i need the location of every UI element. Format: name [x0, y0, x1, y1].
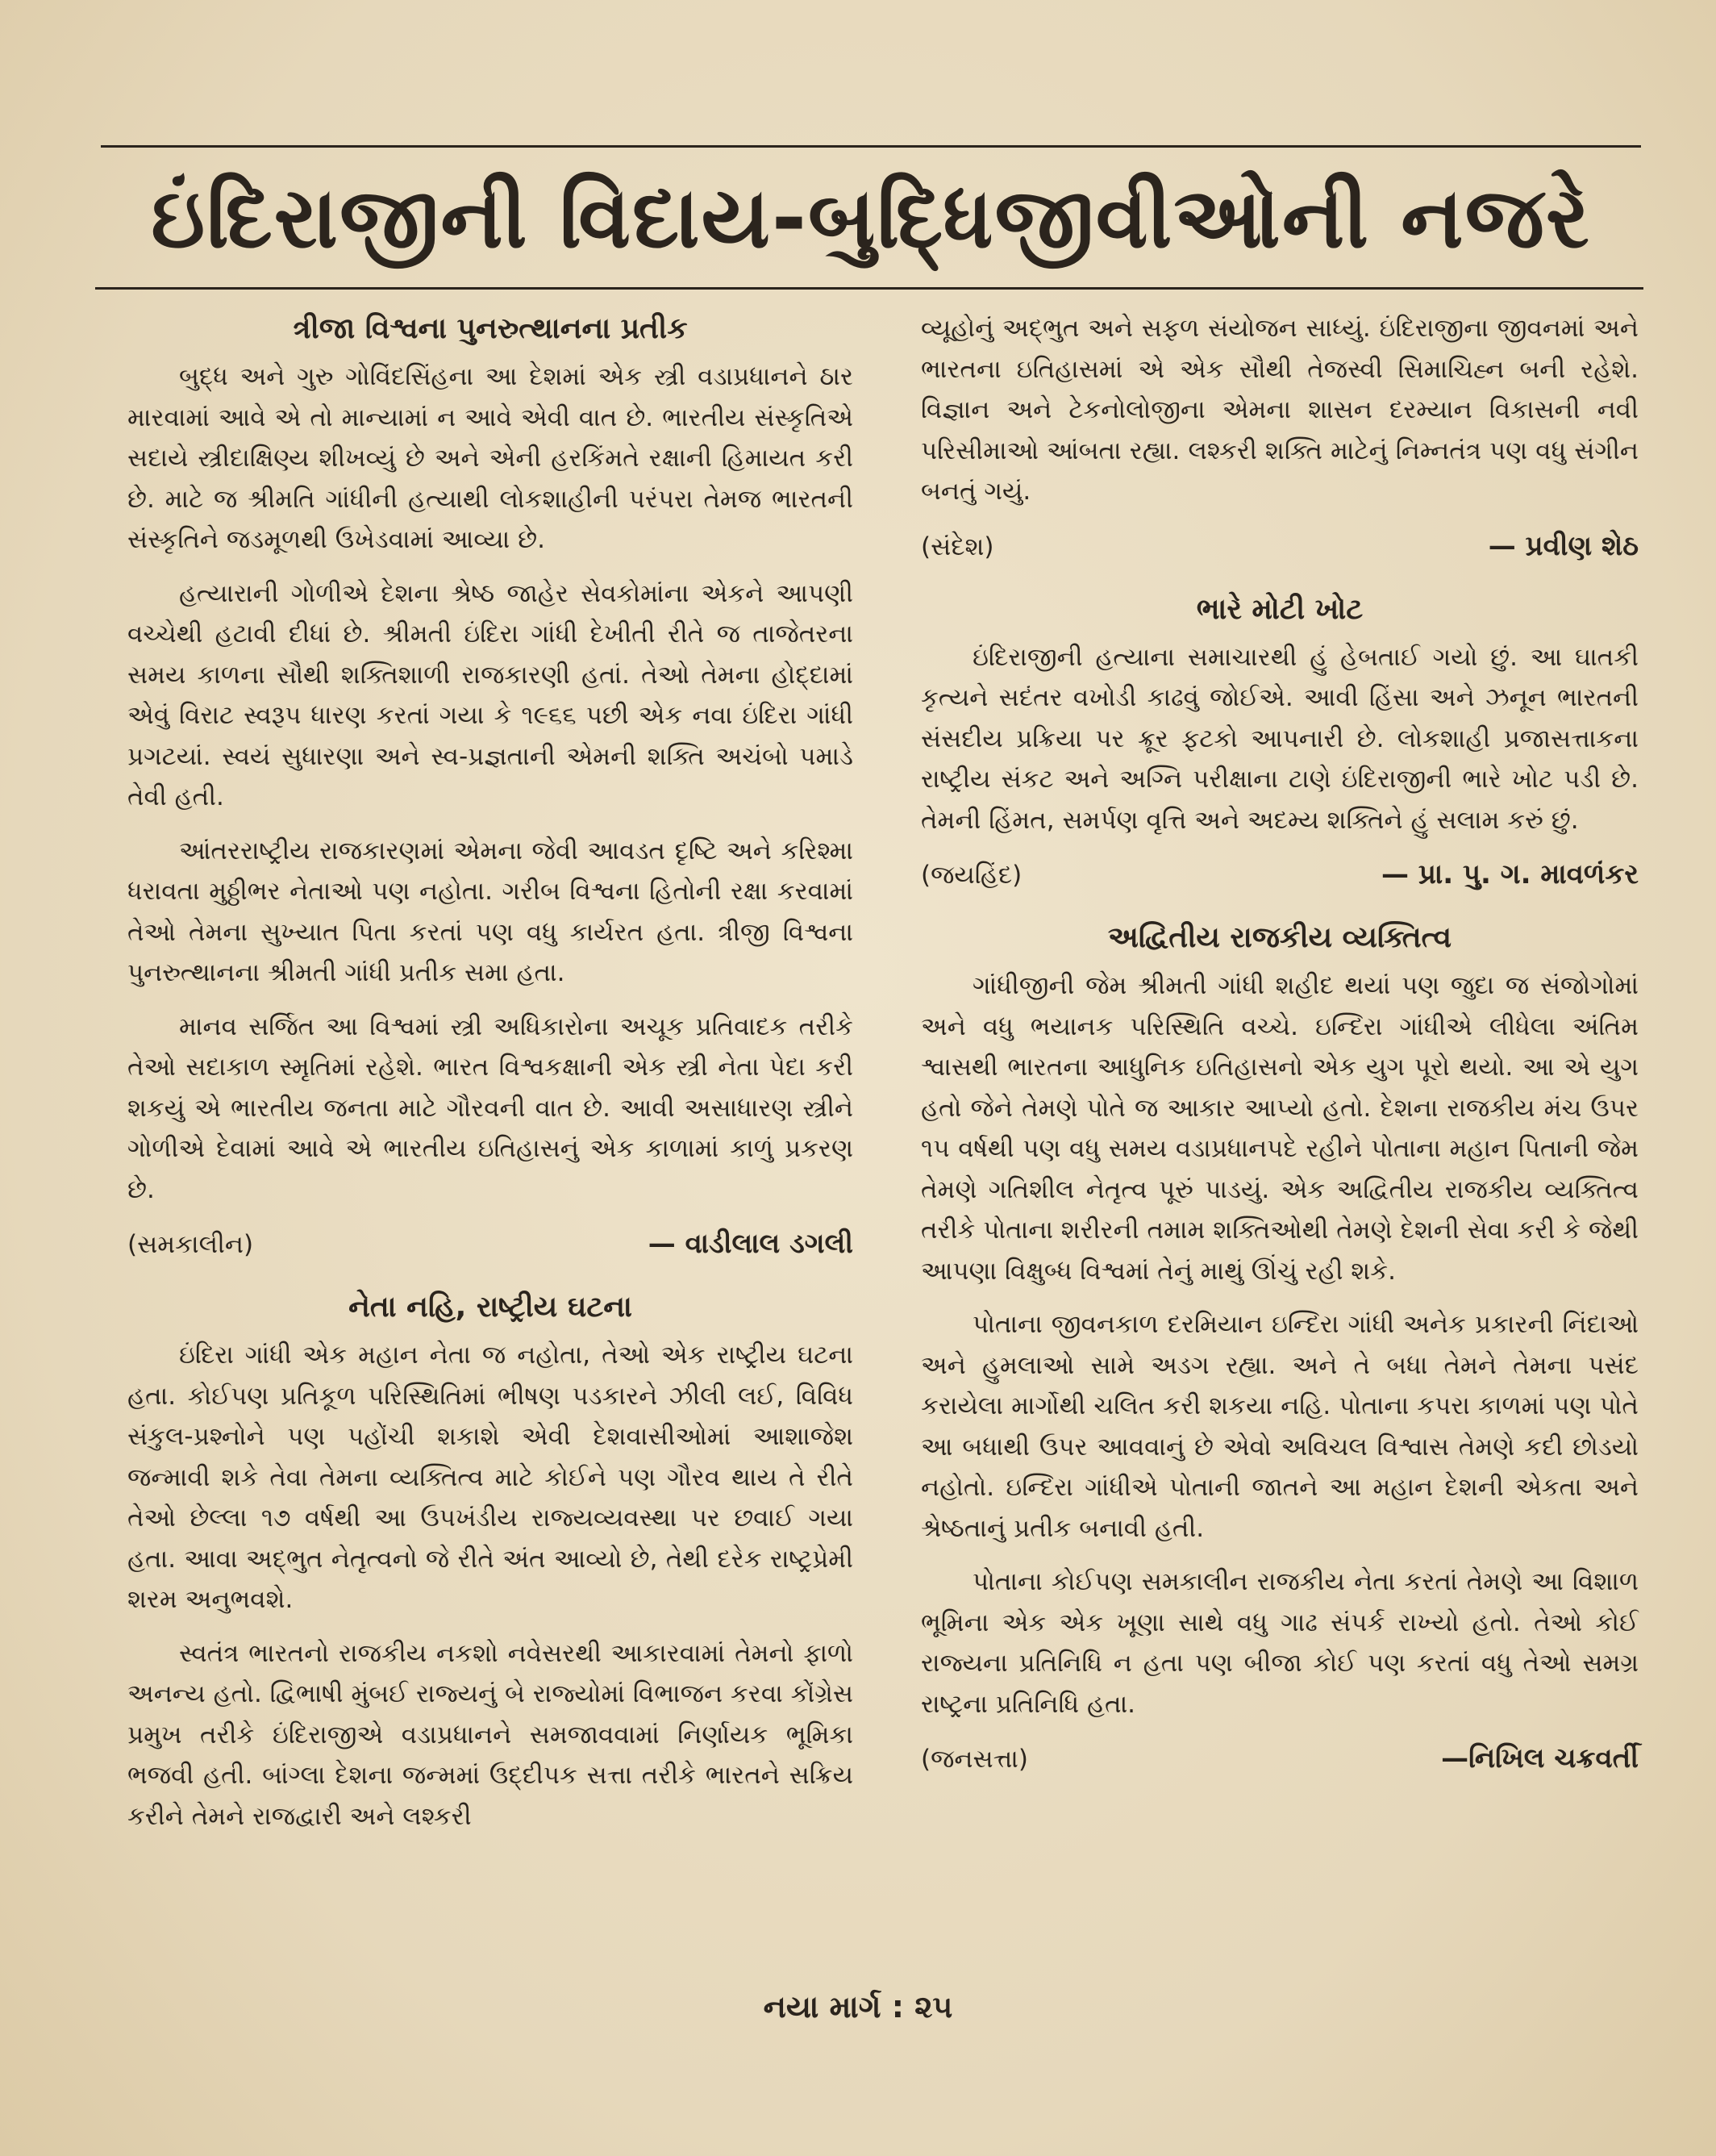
author-name: —નિખિલ ચક્રવર્તી: [1441, 1742, 1639, 1774]
author-name: — પ્રા. પુ. ગ. માવળંકર: [1381, 858, 1639, 890]
article-third-world-symbol: [127, 308, 853, 1266]
source-label: (સમકાલીન): [127, 1230, 254, 1259]
article-paragraph: આંતરરાષ્ટ્રીય રાજકારણમાં એમના જેવી આવડત દૃષ્ટિ અને કરિશ્મા ધરાવતા મુઠ્ઠીભર નેતાઓ પણ નહોતા. ગરીબ વિશ્વના હિતોની રક્ષા કરવામાં તેઓ તેમના સુખ્યાત પિતા કરતાં પણ વધુ કાર્યરત હતા. ત્રીજી વિશ્વના પુનરુત્થાનના શ્રીમતી ગાંધી પ્રતીક સમા હતા.: [127, 836, 853, 987]
article-attribution: [921, 853, 1639, 896]
article-heading: ભારે મોટી ખોટ: [1196, 592, 1364, 626]
page-title: ઇંદિરાજીની વિદાય-બુદ્ધિજીવીઓની નજરે: [151, 169, 1591, 267]
article-continued: [921, 308, 1639, 568]
page-footer: નયા માર્ગ : ૨૫: [763, 1989, 953, 2025]
article-attribution: [921, 525, 1639, 568]
article-great-loss: [921, 589, 1639, 897]
article-heading: ત્રીજા વિશ્વના પુનરુત્થાનના પ્રતીક: [293, 312, 688, 345]
article-paragraph: ગાંધીજીની જેમ શ્રીમતી ગાંધી શહીદ થયાં પણ જુદા જ સંજોગોમાં અને વધુ ભયાનક પરિસ્થિતિ વચ્ચે. ઇન્દિરા ગાંધીએ લીધેલા અંતિમ શ્વાસથી ભારતના આધુનિક ઇતિહાસનો એક યુગ પૂરો થયો. આ એ યુગ હતો જેને તેમણે પોતે જ આકાર આપ્યો હતો. દેશના રાજકીય મંચ ઉપર ૧૫ વર્ષથી પણ વધુ સમય વડાપ્રધાનપદે રહીને પોતાના મહાન પિતાની જેમ તેમણે ગતિશીલ નેતૃત્વ પૂરું પાડયું. એક અદ્વિતીય રાજકીય વ્યક્તિત્વ તરીકે પોતાના શરીરની તમામ શક્તિઓથી તેમણે દેશની સેવા કરી કે જેથી આપણા વિક્ષુબ્ધ વિશ્વમાં તેનું માથું ઊંચું રહી શકે.: [921, 971, 1639, 1286]
article-paragraph: વ્યૂહોનું અદ્ભુત અને સફળ સંયોજન સાધ્યું. ઇંદિરાજીના જીવનમાં અને ભારતના ઇતિહાસમાં એ એક સૌથી તેજસ્વી સિમાચિહ્ન બની રહેશે. વિજ્ઞાન અને ટેકનોલોજીના એમના શાસન દરમ્યાન વિકાસની નવી પરિસીમાઓ આંબતા રહ્યા. લશ્કરી શક્તિ માટેનું નિમ્નતંત્ર પણ વધુ સંગીન બનતું ગયું.: [921, 314, 1639, 506]
source-label: (સંદેશ): [921, 532, 994, 561]
article-unique-personality: [921, 917, 1639, 1780]
article-attribution: [921, 1737, 1639, 1780]
article-paragraph: ઇંદિરાજીની હત્યાના સમાચારથી હું હેબતાઈ ગયો છું. આ ઘાતકી કૃત્યને સદંતર વખોડી કાઢવું જોઈએ. આવી હિંસા અને ઝનૂન ભારતની સંસદીય પ્રક્રિયા પર ક્રૂર ફટકો આપનારી છે. લોકશાહી પ્રજાસત્તાકના રાષ્ટ્રીય સંકટ અને અગ્નિ પરીક્ષાના ટાણે ઇંદિરાજીની ભારે ખોટ પડી છે. તેમની હિંમત, સમર્પણ વૃત્તિ અને અદમ્ય શક્તિને હું સલામ કરું છું.: [921, 642, 1639, 835]
source-label: (જયહિંદ): [921, 861, 1023, 890]
right-column: [921, 308, 1639, 1801]
author-name: — વાડીલાલ ડગલી: [648, 1228, 853, 1260]
top-rule: [101, 145, 1641, 148]
article-paragraph: હત્યારાની ગોળીએ દેશના શ્રેષ્ઠ જાહેર સેવકોમાંના એકને આપણી વચ્ચેથી હટાવી દીધાં છે. શ્રીમતી ઇંદિરા ગાંધી દેખીતી રીતે જ તાજેતરના સમય કાળના સૌથી શક્તિશાળી રાજકારણી હતાં. તેઓ તેમના હોદ્દામાં એવું વિરાટ સ્વરૂપ ધારણ કરતાં ગયા કે ૧૯૬૬ પછી એક નવા ઇંદિરા ગાંધી પ્રગટયાં. સ્વયં સુધારણા અને સ્વ-પ્રજ્ઞતાની એમની શક્તિ અચંબો પમાડે તેવી હતી.: [127, 578, 853, 811]
article-heading: નેતા નહિ, રાષ્ટ્રીય ઘટના: [348, 1291, 632, 1324]
article-paragraph: પોતાના જીવનકાળ દરમિયાન ઇન્દિરા ગાંધી અનેક પ્રકારની નિંદાઓ અને હુમલાઓ સામે અડગ રહ્યા. અને તે બધા તેમને તેમના પસંદ કરાયેલા માર્ગોથી ચલિત કરી શકયા નહિ. પોતાના કપરા કાળમાં પણ પોતે આ બધાથી ઉપર આવવાનું છે એવો અવિચલ વિશ્વાસ તેમણે કદી છોડયો નહોતો. ઇન્દિરા ગાંધીએ પોતાની જાતને આ મહાન દેશની એકતા અને શ્રેષ્ઠતાનું પ્રતીક બનાવી હતી.: [921, 1310, 1639, 1543]
title-underline-rule: [95, 287, 1643, 290]
article-heading: અદ્વિતીય રાજકીય વ્યક્તિત્વ: [1107, 921, 1452, 954]
article-attribution: [127, 1223, 853, 1266]
author-name: — પ્રવીણ શેઠ: [1488, 529, 1639, 562]
article-paragraph: માનવ સર્જિત આ વિશ્વમાં સ્ત્રી અધિકારોના અચૂક પ્રતિવાદક તરીકે તેઓ સદાકાળ સ્મૃતિમાં રહેશે. ભારત વિશ્વકક્ષાની એક સ્ત્રી નેતા પેદા કરી શકયું એ ભારતીય જનતા માટે ગૌરવની વાત છે. આવી અસાધારણ સ્ત્રીને ગોળીએ દેવામાં આવે એ ભારતીય ઇતિહાસનું એક કાળામાં કાળું પ્રકરણ છે.: [127, 1011, 854, 1204]
article-paragraph: સ્વતંત્ર ભારતનો રાજકીય નકશો નવેસરથી આકારવામાં તેમનો ફાળો અનન્ય હતો. દ્વિભાષી મુંબઈ રાજ્યનું બે રાજ્યોમાં વિભાજન કરવા કોંગ્રેસ પ્રમુખ તરીકે ઇંદિરાજીએ વડાપ્રધાનને સમજાવવામાં નિર્ણાયક ભૂમિકા ભજવી હતી. બાંગ્લા દેશના જન્મમાં ઉદ્દીપક સત્તા તરીકે ભારતને સક્રિય કરીને તેમને રાજદ્વારી અને લશ્કરી: [127, 1638, 853, 1831]
source-label: (જનસત્તા): [921, 1745, 1028, 1774]
article-paragraph: પોતાના કોઈપણ સમકાલીન રાજકીય નેતા કરતાં તેમણે આ વિશાળ ભૂમિના એક એક ખૂણા સાથે વધુ ગાઢ સંપર્ક રાખ્યો હતો. તેઓ કોઈ રાજ્યના પ્રતિનિધિ ન હતા પણ બીજા કોઈ પણ કરતાં વધુ તેઓ સમગ્ર રાષ્ટ્રના પ્રતિનિધિ હતા.: [921, 1567, 1639, 1719]
article-national-event: [127, 1287, 853, 1837]
article-paragraph: ઇંદિરા ગાંધી એક મહાન નેતા જ નહોતા, તેઓ એક રાષ્ટ્રીય ઘટના હતા. કોઈપણ પ્રતિકૂળ પરિસ્થિતિમાં ભીષણ પડકારને ઝીલી લઈ, વિવિધ સંકુલ-પ્રશ્નોને પણ પહોંચી શકાશે એવી દેશવાસીઓમાં આશાજેશ જન્માવી શકે તેવા તેમના વ્યક્તિત્વ માટે કોઈને પણ ગૌરવ થાય તે રીતે તેઓ છેલ્લા ૧૭ વર્ષથી આ ઉપખંડીય રાજ્યવ્યવસ્થા પર છવાઈ ગયા હતા. આવા અદ્ભુત નેતૃત્વનો જે રીતે અંત આવ્યો છે, તેથી દરેક રાષ્ટ્રપ્રેમી શરમ અનુભવશે.: [127, 1341, 853, 1614]
article-paragraph: બુદ્ધ અને ગુરુ ગોવિંદસિંહના આ દેશમાં એક સ્ત્રી વડાપ્રધાનને ઠાર મારવામાં આવે એ તો માન્યામાં ન આવે એવી વાત છે. ભારતીય સંસ્કૃતિએ સદાયે સ્ત્રીદાક્ષિણ્ય શીખવ્યું છે અને એની હરકિંમતે રક્ષાની હિમાયત કરી છે. માટે જ શ્રીમતિ ગાંધીની હત્યાથી લોકશાહીની પરંપરા તેમજ ભારતની સંસ્કૃતિને જડમૂળથી ઉખેડવામાં આવ્યા છે.: [127, 362, 853, 554]
left-column: [127, 308, 853, 1849]
